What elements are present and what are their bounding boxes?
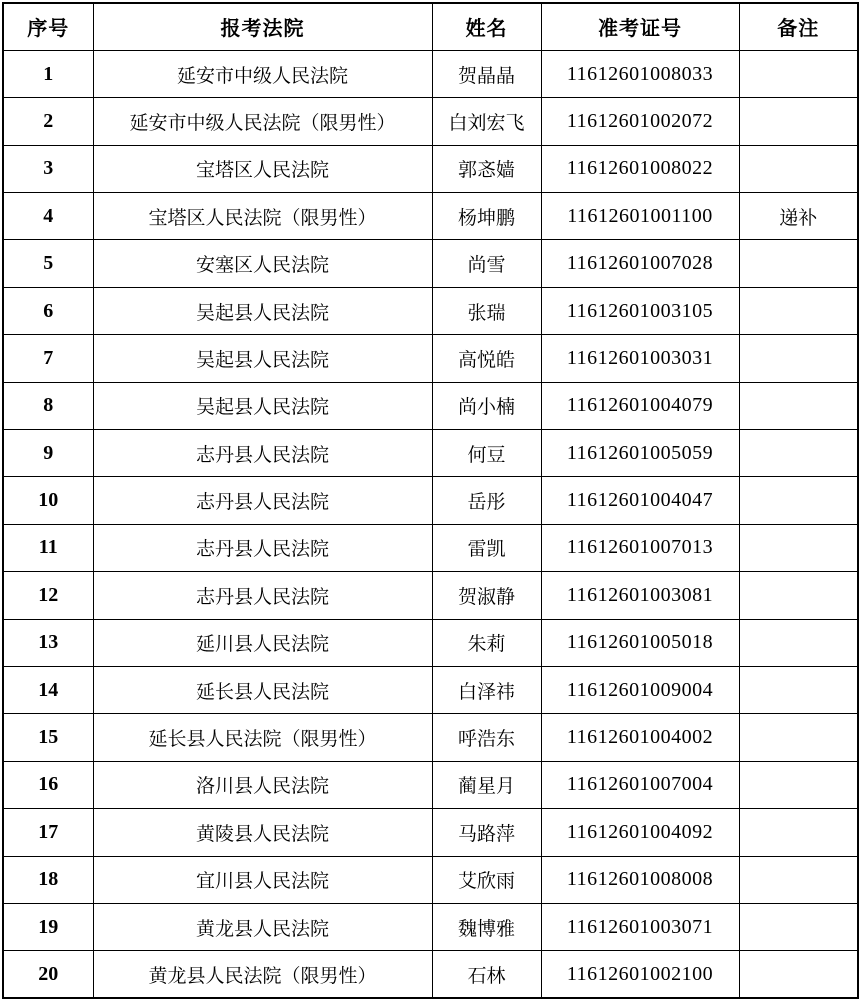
- cell-ticket-number: 11612601002072: [541, 98, 739, 145]
- column-header-serial-number: 序号: [3, 3, 93, 50]
- cell-serial-number: 19: [3, 903, 93, 950]
- cell-remark: [739, 335, 858, 382]
- cell-name: 艾欣雨: [432, 856, 541, 903]
- table-header: [3, 3, 858, 50]
- table-row: [3, 619, 858, 666]
- cell-serial-number: 10: [3, 477, 93, 524]
- cell-court-applied: 延安市中级人民法院（限男性）: [93, 98, 432, 145]
- cell-court-applied: 志丹县人民法院: [93, 524, 432, 571]
- cell-court-applied: 宜川县人民法院: [93, 856, 432, 903]
- cell-court-applied: 吴起县人民法院: [93, 287, 432, 334]
- cell-name: 魏博雅: [432, 903, 541, 950]
- column-header-name: 姓名: [432, 3, 541, 50]
- column-header-remark: 备注: [739, 3, 858, 50]
- cell-court-applied: 志丹县人民法院: [93, 430, 432, 477]
- cell-court-applied: 志丹县人民法院: [93, 572, 432, 619]
- cell-ticket-number: 11612601003105: [541, 287, 739, 334]
- cell-court-applied: 延川县人民法院: [93, 619, 432, 666]
- column-header-ticket-number: 准考证号: [541, 3, 739, 50]
- cell-serial-number: 14: [3, 666, 93, 713]
- cell-remark: [739, 145, 858, 192]
- table-row: [3, 572, 858, 619]
- cell-court-applied: 宝塔区人民法院: [93, 145, 432, 192]
- cell-name: 高悦皓: [432, 335, 541, 382]
- table-row: [3, 477, 858, 524]
- cell-serial-number: 13: [3, 619, 93, 666]
- cell-name: 尚小楠: [432, 382, 541, 429]
- cell-remark: [739, 572, 858, 619]
- table-row: [3, 524, 858, 571]
- cell-ticket-number: 11612601003031: [541, 335, 739, 382]
- cell-court-applied: 延长县人民法院: [93, 666, 432, 713]
- table-row: [3, 145, 858, 192]
- cell-name: 蔺星月: [432, 761, 541, 808]
- cell-ticket-number: 11612601008033: [541, 50, 739, 97]
- cell-ticket-number: 11612601007004: [541, 761, 739, 808]
- table-row: [3, 240, 858, 287]
- table-row: [3, 761, 858, 808]
- table-row: [3, 98, 858, 145]
- cell-name: 石林: [432, 951, 541, 998]
- cell-court-applied: 吴起县人民法院: [93, 382, 432, 429]
- cell-name: 白刘宏飞: [432, 98, 541, 145]
- cell-ticket-number: 11612601004002: [541, 714, 739, 761]
- cell-remark: [739, 714, 858, 761]
- cell-name: 郭忞嫱: [432, 145, 541, 192]
- cell-ticket-number: 11612601001100: [541, 193, 739, 240]
- table-row: [3, 193, 858, 240]
- cell-name: 白泽祎: [432, 666, 541, 713]
- cell-ticket-number: 11612601008008: [541, 856, 739, 903]
- cell-serial-number: 3: [3, 145, 93, 192]
- table-row: [3, 951, 858, 998]
- cell-remark: [739, 477, 858, 524]
- table-row: [3, 809, 858, 856]
- cell-serial-number: 17: [3, 809, 93, 856]
- cell-serial-number: 6: [3, 287, 93, 334]
- cell-name: 杨坤鹏: [432, 193, 541, 240]
- cell-name: 尚雪: [432, 240, 541, 287]
- header-row: [3, 3, 858, 50]
- cell-name: 雷凯: [432, 524, 541, 571]
- cell-remark: [739, 240, 858, 287]
- cell-court-applied: 安塞区人民法院: [93, 240, 432, 287]
- cell-ticket-number: 11612601005018: [541, 619, 739, 666]
- cell-name: 岳彤: [432, 477, 541, 524]
- cell-serial-number: 12: [3, 572, 93, 619]
- cell-ticket-number: 11612601003071: [541, 903, 739, 950]
- cell-remark: [739, 382, 858, 429]
- table-row: [3, 50, 858, 97]
- cell-ticket-number: 11612601003081: [541, 572, 739, 619]
- cell-ticket-number: 11612601005059: [541, 430, 739, 477]
- cell-remark: [739, 98, 858, 145]
- cell-court-applied: 志丹县人民法院: [93, 477, 432, 524]
- table-row: [3, 714, 858, 761]
- cell-court-applied: 延安市中级人民法院: [93, 50, 432, 97]
- cell-remark: [739, 666, 858, 713]
- table-row: [3, 666, 858, 713]
- cell-serial-number: 2: [3, 98, 93, 145]
- table-row: [3, 335, 858, 382]
- cell-name: 贺晶晶: [432, 50, 541, 97]
- cell-serial-number: 16: [3, 761, 93, 808]
- cell-serial-number: 11: [3, 524, 93, 571]
- table-body: [3, 50, 858, 998]
- cell-ticket-number: 11612601002100: [541, 951, 739, 998]
- cell-serial-number: 8: [3, 382, 93, 429]
- cell-remark: [739, 903, 858, 950]
- cell-remark: [739, 287, 858, 334]
- table-row: [3, 382, 858, 429]
- cell-serial-number: 5: [3, 240, 93, 287]
- cell-remark: [739, 856, 858, 903]
- cell-name: 朱莉: [432, 619, 541, 666]
- cell-serial-number: 18: [3, 856, 93, 903]
- cell-remark: [739, 524, 858, 571]
- cell-remark: [739, 761, 858, 808]
- cell-name: 马路萍: [432, 809, 541, 856]
- cell-court-applied: 黄龙县人民法院（限男性）: [93, 951, 432, 998]
- cell-name: 呼浩东: [432, 714, 541, 761]
- table-row: [3, 856, 858, 903]
- cell-name: 何豆: [432, 430, 541, 477]
- cell-court-applied: 黄陵县人民法院: [93, 809, 432, 856]
- cell-name: 张瑞: [432, 287, 541, 334]
- cell-serial-number: 7: [3, 335, 93, 382]
- cell-remark: [739, 951, 858, 998]
- column-header-court-applied: 报考法院: [93, 3, 432, 50]
- cell-name: 贺淑静: [432, 572, 541, 619]
- cell-ticket-number: 11612601004092: [541, 809, 739, 856]
- cell-ticket-number: 11612601007028: [541, 240, 739, 287]
- cell-ticket-number: 11612601004079: [541, 382, 739, 429]
- cell-remark: [739, 430, 858, 477]
- candidate-roster-table: [2, 2, 859, 999]
- cell-court-applied: 洛川县人民法院: [93, 761, 432, 808]
- cell-remark: 递补: [739, 193, 858, 240]
- cell-ticket-number: 11612601009004: [541, 666, 739, 713]
- cell-remark: [739, 50, 858, 97]
- cell-court-applied: 宝塔区人民法院（限男性）: [93, 193, 432, 240]
- cell-court-applied: 延长县人民法院（限男性）: [93, 714, 432, 761]
- cell-court-applied: 吴起县人民法院: [93, 335, 432, 382]
- table-row: [3, 903, 858, 950]
- cell-remark: [739, 809, 858, 856]
- cell-serial-number: 4: [3, 193, 93, 240]
- cell-serial-number: 15: [3, 714, 93, 761]
- cell-ticket-number: 11612601004047: [541, 477, 739, 524]
- table-row: [3, 430, 858, 477]
- cell-serial-number: 9: [3, 430, 93, 477]
- cell-ticket-number: 11612601007013: [541, 524, 739, 571]
- cell-court-applied: 黄龙县人民法院: [93, 903, 432, 950]
- cell-ticket-number: 11612601008022: [541, 145, 739, 192]
- table-row: [3, 287, 858, 334]
- cell-remark: [739, 619, 858, 666]
- cell-serial-number: 1: [3, 50, 93, 97]
- cell-serial-number: 20: [3, 951, 93, 998]
